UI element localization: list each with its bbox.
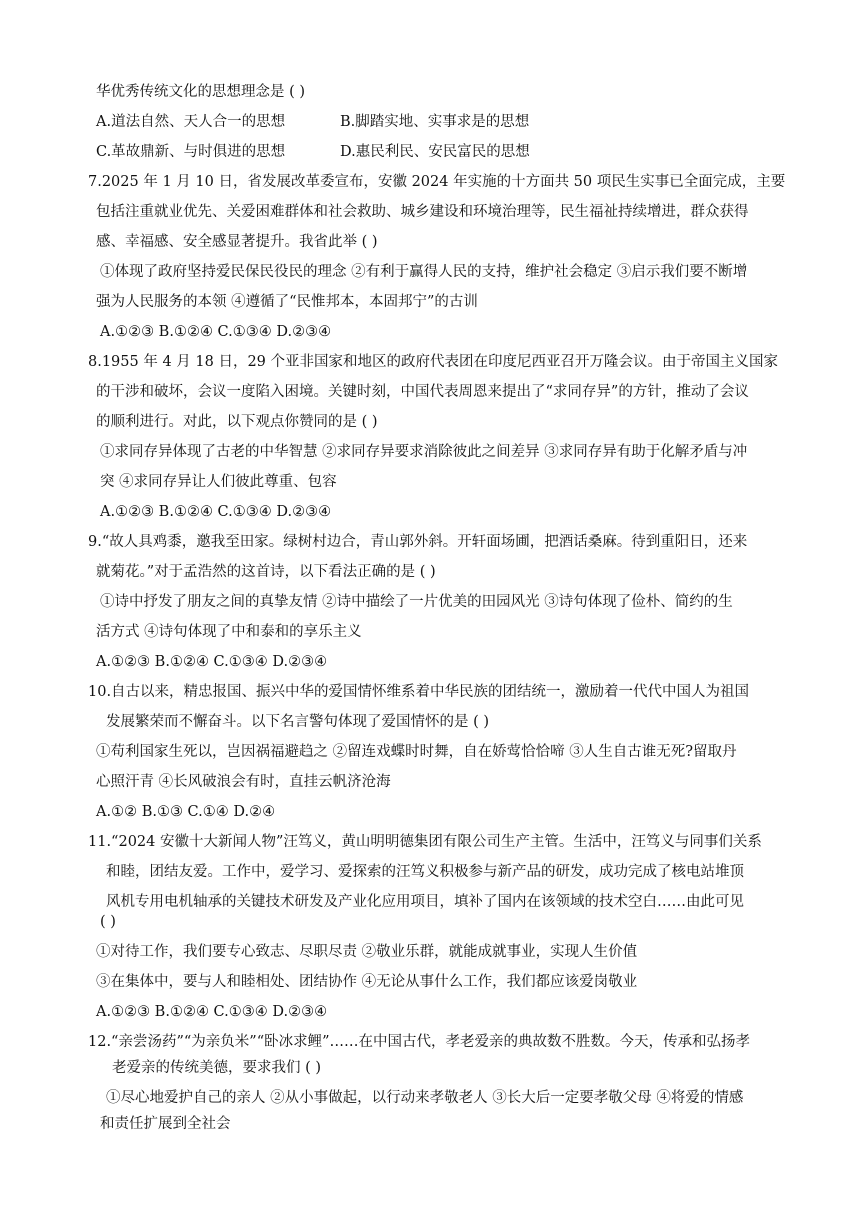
q7-stem-line-1: 7.2025 年 1 月 10 日，省发展改革委宣布，安徽 2024 年实施的十方面共 50 项民生实事已全面完成，主要 <box>88 174 786 190</box>
q10-statements-line-1: ①苟利国家生死以，岂因祸福避趋之 ②留连戏蝶时时舞，自在娇莺恰恰啼 ③人生自古谁无死?留取丹 <box>96 744 737 760</box>
q10-options: A.①② B.①③ C.①④ D.②④ <box>96 804 276 820</box>
q8-stem-line-2: 的干涉和破坏，会议一度陷入困境。关键时刻，中国代表周恩来提出了“求同存异”的方针，推动了会议 <box>96 384 749 400</box>
q9-options: A.①②③ B.①②④ C.①③④ D.②③④ <box>96 654 328 670</box>
q6-option-d: D.惠民利民、安民富民的思想 <box>340 144 530 160</box>
q9-stem-line-1: 9.“故人具鸡黍，邀我至田家。绿树村边合，青山郭外斜。开轩面场圃，把酒话桑麻。待到重阳日，还来 <box>88 534 748 550</box>
q10-stem-line-2: 发展繁荣而不懈奋斗。以下名言警句体现了爱国情怀的是 ( ) <box>106 714 490 730</box>
q7-statements-line-1: ①体现了政府坚持爱民保民役民的理念 ②有利于赢得人民的支持，维护社会稳定 ③启示我们要不断增 <box>100 264 748 280</box>
q6-option-b: B.脚踏实地、实事求是的思想 <box>340 114 530 130</box>
q11-stem-line-2: 和睦，团结友爱。工作中，爱学习、爱探索的汪笃义积极参与新产品的研发，成功完成了核电站堆顶 <box>106 864 744 880</box>
q9-statements-line-2: 活方式 ④诗句体现了中和泰和的享乐主义 <box>96 624 362 640</box>
q8-stem-line-1: 8.1955 年 4 月 18 日，29 个亚非国家和地区的政府代表团在印度尼西亚召开万隆会议。由于帝国主义国家 <box>88 354 779 370</box>
q12-stem-line-1: 12.“亲尝汤药”“为亲负米”“卧冰求鲤”……在中国古代，孝老爱亲的典故数不胜数。今天，传承和弘扬孝 <box>88 1034 751 1050</box>
q12-stem-line-2: 老爱亲的传统美德，要求我们 ( ) <box>112 1060 322 1076</box>
q11-stem-line-3: 风机专用电机轴承的关键技术研发及产业化应用项目，填补了国内在该领域的技术空白……由此可见 <box>106 894 744 910</box>
q7-statements-line-2: 强为人民服务的本领 ④遵循了“民惟邦本，本固邦宁”的古训 <box>96 294 478 310</box>
q6-option-c: C.革故鼎新、与时俱进的思想 <box>96 144 286 160</box>
q11-statements-line-2: ③在集体中，要与人和睦相处、团结协作 ④无论从事什么工作，我们都应该爱岗敬业 <box>96 974 638 990</box>
q11-options: A.①②③ B.①②④ C.①③④ D.②③④ <box>96 1004 328 1020</box>
q6-option-a: A.道法自然、天人合一的思想 <box>96 114 286 130</box>
q7-options: A.①②③ B.①②④ C.①③④ D.②③④ <box>100 324 332 340</box>
q10-stem-line-1: 10.自古以来，精忠报国、振兴中华的爱国情怀维系着中华民族的团结统一，激励着一代代中国人为祖国 <box>88 684 750 700</box>
q8-options: A.①②③ B.①②④ C.①③④ D.②③④ <box>100 504 332 520</box>
q11-statements-line-1: ①对待工作，我们要专心致志、尽职尽责 ②敬业乐群，就能成就事业，实现人生价值 <box>96 944 638 960</box>
q8-statements-line-1: ①求同存异体现了古老的中华智慧 ②求同存异要求消除彼此之间差异 ③求同存异有助于化解矛盾与冲 <box>100 444 748 460</box>
q12-statements-line-2: 和责任扩展到全社会 <box>100 1116 231 1132</box>
q7-stem-line-3: 感、幸福感、安全感显著提升。我省此举 ( ) <box>96 234 378 250</box>
q12-statements-line-1: ①尽心地爱护自己的亲人 ②从小事做起，以行动来孝敬老人 ③长大后一定要孝敬父母 ④将爱的情感 <box>106 1090 744 1106</box>
q6-stem-tail: 华优秀传统文化的思想理念是 ( ) <box>96 84 306 100</box>
q9-statements-line-1: ①诗中抒发了朋友之间的真挚友情 ②诗中描绘了一片优美的田园风光 ③诗句体现了俭朴、简约的生 <box>100 594 733 610</box>
q8-stem-line-3: 的顺利进行。对此，以下观点你赞同的是 ( ) <box>96 414 378 430</box>
q9-stem-line-2: 就菊花。”对于孟浩然的这首诗，以下看法正确的是 ( ) <box>96 564 436 580</box>
q11-answer-bracket: ( ) <box>100 914 116 930</box>
q10-statements-line-2: 心照汗青 ④长风破浪会有时，直挂云帆济沧海 <box>96 774 391 790</box>
q7-stem-line-2: 包括注重就业优先、关爱困难群体和社会救助、城乡建设和环境治理等，民生福祉持续增进，群众获得 <box>96 204 749 220</box>
q11-stem-line-1: 11.“2024 安徽十大新闻人物”汪笃义，黄山明明德集团有限公司生产主管。生活中，汪笃义与同事们关系 <box>88 834 762 850</box>
q8-statements-line-2: 突 ④求同存异让人们彼此尊重、包容 <box>100 474 337 490</box>
